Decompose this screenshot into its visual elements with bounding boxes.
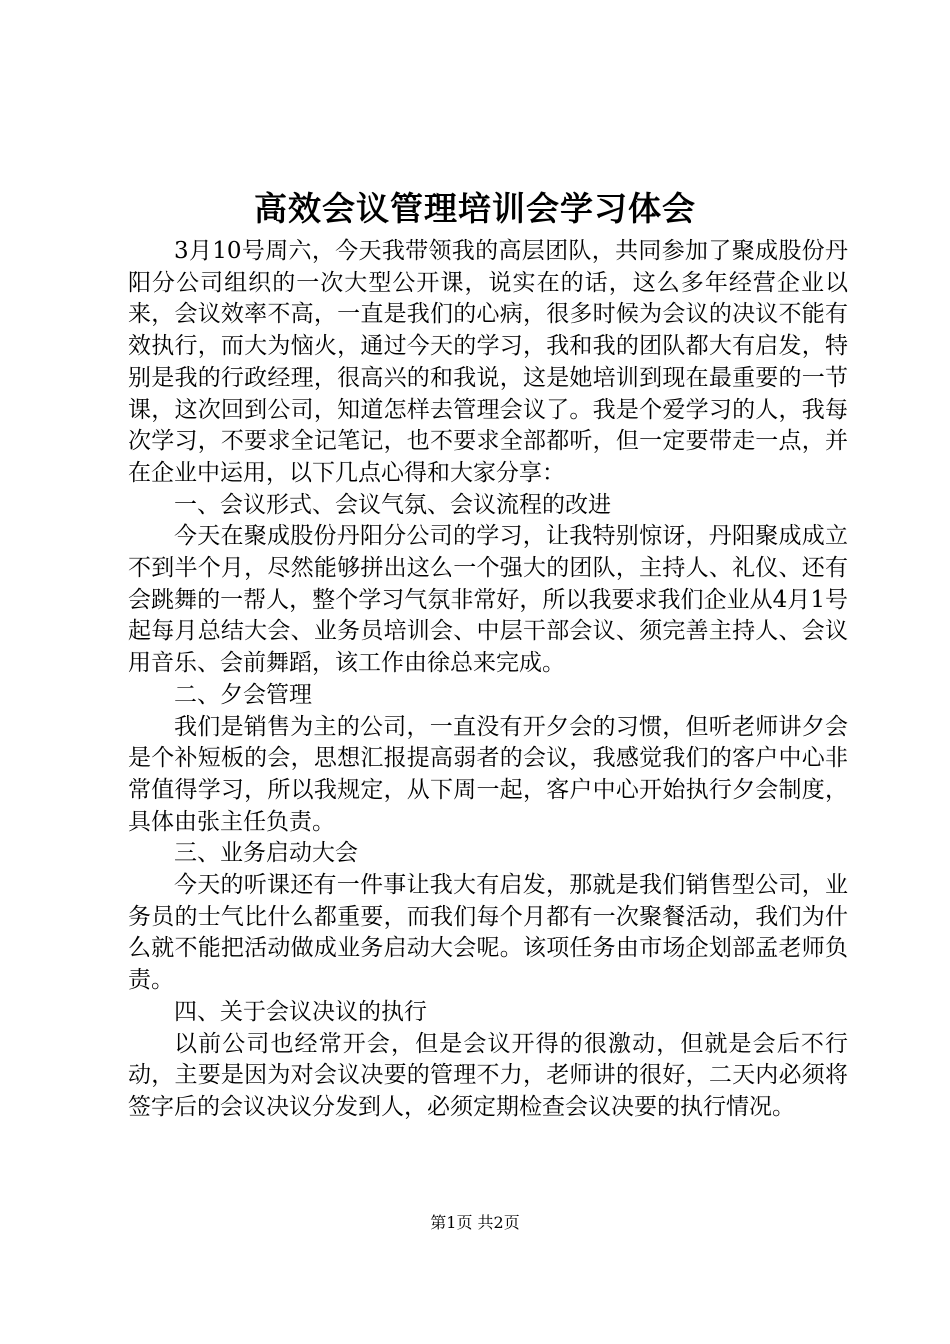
section-heading-2: 二、夕会管理 bbox=[174, 681, 312, 708]
section-paragraph-4: 以前公司也经常开会，但是会议开得的很激动，但就是会后不行动，主要是因为对会议决要的管理不力，老师讲的很好，二天内必须将签字后的会议决议分发到人，必须定期检查会议决要的执行情况。 bbox=[128, 1030, 848, 1120]
section-heading-3: 三、业务启动大会 bbox=[174, 840, 358, 867]
page-footer: 第1页 共2页 bbox=[430, 1213, 520, 1232]
section-paragraph-1: 今天在聚成股份丹阳分公司的学习，让我特别惊讶，丹阳聚成成立不到半个月，尽然能够拼出这么一个强大的团队，主持人、礼仪、还有会跳舞的一帮人，整个学习气氛非常好，所以我要求我们企业从4月1号起每月总结大会、业务员培训会、中层干部会议、须完善主持人、会议用音乐、会前舞蹈，该工作由徐总来完成。 bbox=[128, 523, 848, 677]
section-heading-1: 一、会议形式、会议气氛、会议流程的改进 bbox=[174, 491, 611, 518]
section-paragraph-3: 今天的听课还有一件事让我大有启发，那就是我们销售型公司，业务员的士气比什么都重要，而我们每个月都有一次聚餐活动，我们为什么就不能把活动做成业务启动大会呢。该项任务由市场企划部孟老师负责。 bbox=[128, 872, 848, 994]
section-paragraph-2: 我们是销售为主的公司，一直没有开夕会的习惯，但听老师讲夕会是个补短板的会，思想汇报提高弱者的会议，我感觉我们的客户中心非常值得学习，所以我规定，从下周一起，客户中心开始执行夕会制度，具体由张主任负责。 bbox=[128, 713, 848, 835]
section-heading-4: 四、关于会议决议的执行 bbox=[174, 998, 427, 1025]
intro-paragraph: 3月10号周六，今天我带领我的高层团队，共同参加了聚成股份丹阳分公司组织的一次大型公开课，说实在的话，这么多年经营企业以来，会议效率不高，一直是我们的心病，很多时候为会议的决议不能有效执行，而大为恼火，通过今天的学习，我和我的团队都大有启发，特别是我的行政经理，很高兴的和我说，这是她培训到现在最重要的一节课，这次回到公司，知道怎样去管理会议了。我是个爱学习的人，我每次学习，不要求全记笔记，也不要求全部都听，但一定要带走一点，并在企业中运用，以下几点心得和大家分享： bbox=[128, 238, 848, 486]
document-body bbox=[128, 236, 848, 1124]
document-title: 高效会议管理培训会学习体会 bbox=[254, 189, 696, 228]
